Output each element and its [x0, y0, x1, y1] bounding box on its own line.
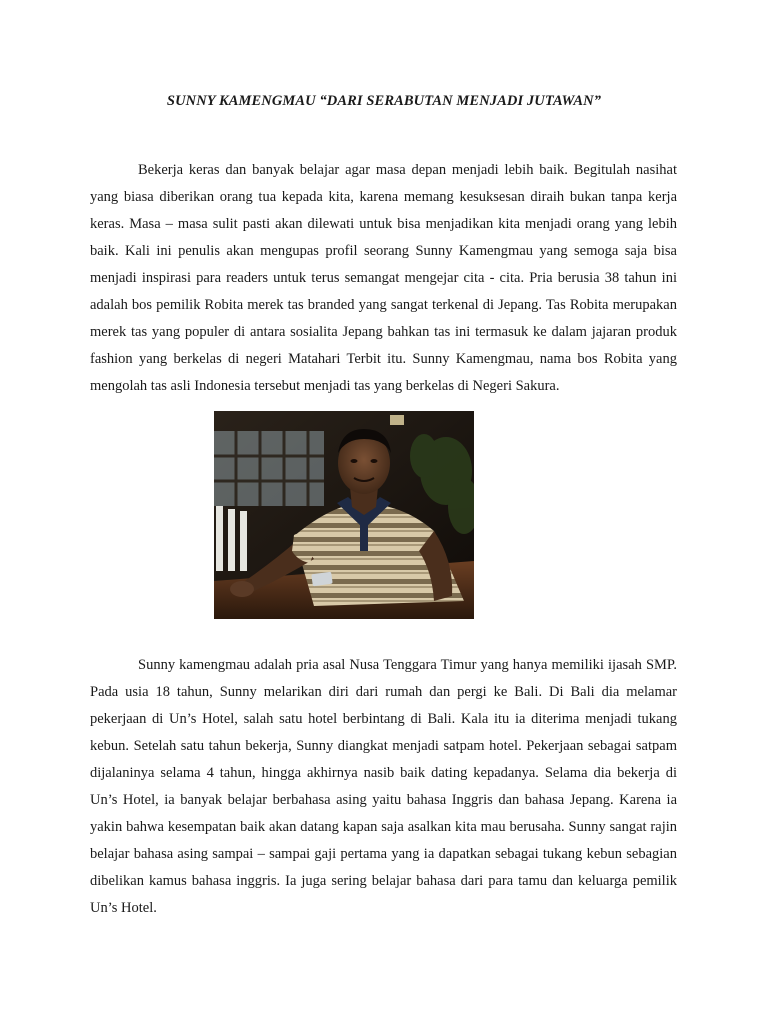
- portrait-photo: [214, 411, 474, 619]
- paragraph-biography: Sunny kamengmau adalah pria asal Nusa Tenggara Timur yang hanya memiliki ijasah SMP. Pada usia 18 tahun, Sunny melarikan diri dari rumah dan pergi ke Bali. Di Bali dia melamar pekerjaan di Un’s Hotel, salah satu hotel berbintang di Bali. Kala itu ia diterima menjadi tukang kebun. Setelah satu tahun bekerja, Sunny diangkat menjadi satpam hotel. Pekerjaan sebagai satpam dijalaninya selama 4 tahun, hingga akhirnya nasib baik dating kepadanya. Selama dia bekerja di Un’s Hotel, ia banyak belajar berbahasa asing yaitu bahasa Inggris dan bahasa Jepang. Karena ia yakin bahwa kesempatan baik akan datang kapan saja asalkan kita mau berusaha. Sunny sangat rajin belajar bahasa asing sampai – sampai gaji pertama yang ia dapatkan sebagai tukang kebun sebagian dibelikan kamus bahasa inggris. Ia juga sering belajar bahasa dari para tamu dan keluarga pemilik Un’s Hotel.: [90, 657, 677, 916]
- paragraph-intro: Bekerja keras dan banyak belajar agar masa depan menjadi lebih baik. Begitulah nasihat yang biasa diberikan orang tua kepada kita, karena memang kesuksesan diraih bukan tanpa kerja keras. Masa – masa sulit pasti akan dilewati untuk bisa menjadikan kita menjadi orang yang lebih baik. Kali ini penulis akan mengupas profil seorang Sunny Kamengmau yang semoga saja bisa menjadi inspirasi para readers untuk terus semangat mengejar cita - cita. Pria berusia 38 tahun ini adalah bos pemilik Robita merek tas branded yang sangat terkenal di Jepang. Tas Robita merupakan merek tas yang populer di antara sosialita Jepang bahkan tas ini termasuk ke dalam jajaran produk fashion yang berkelas di negeri Matahari Terbit itu. Sunny Kamengmau, nama bos Robita yang mengolah tas asli Indonesia tersebut menjadi tas yang berkelas di Negeri Sakura.: [90, 162, 677, 394]
- page-title: SUNNY KAMENGMAU “DARI SERABUTAN MENJADI JUTAWAN”: [166, 93, 602, 109]
